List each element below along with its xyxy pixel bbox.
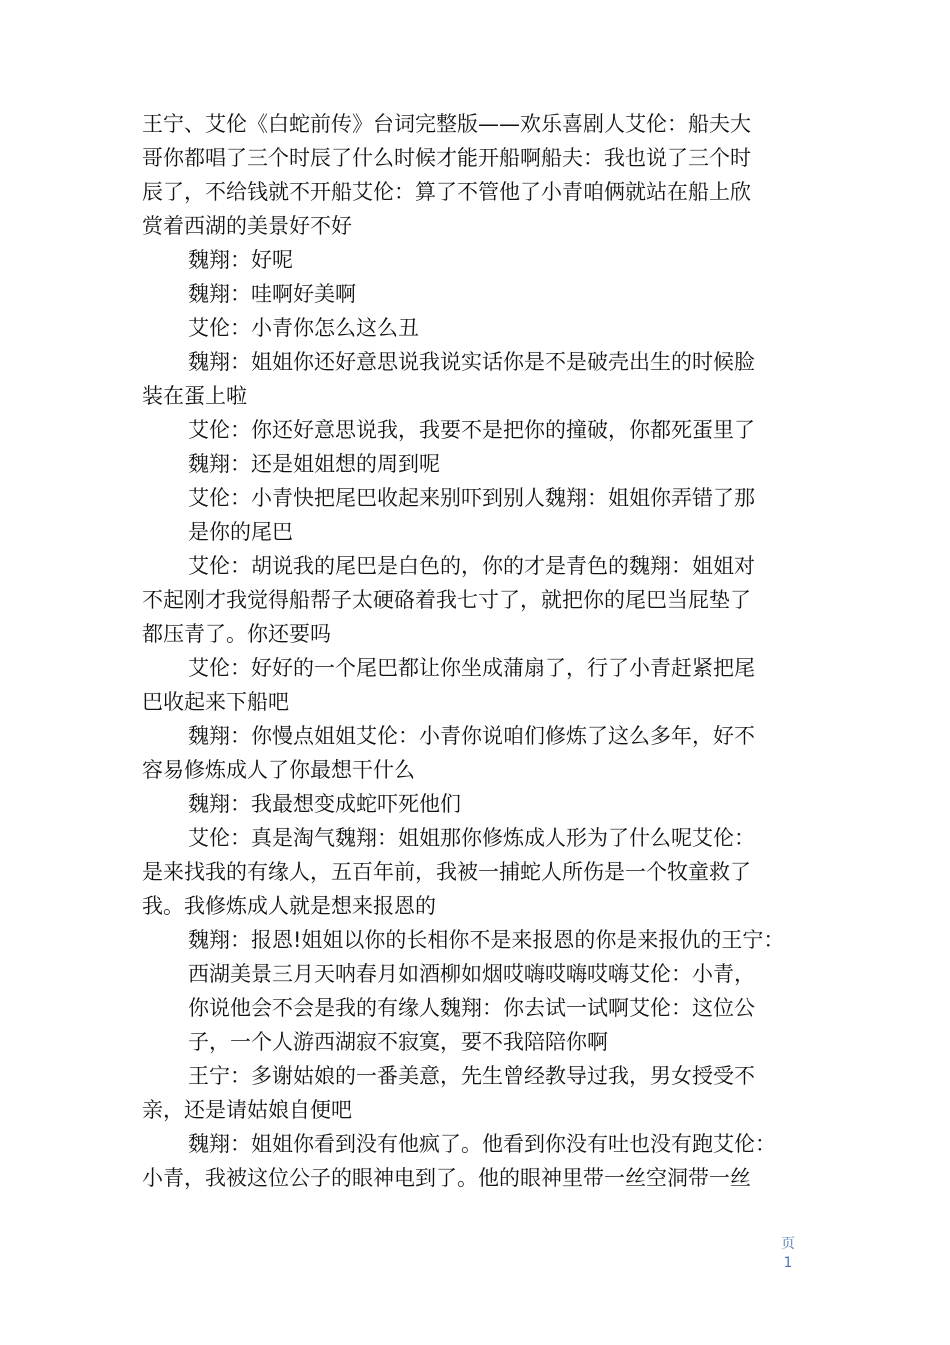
text-line: 子，一个人游西湖寂不寂寞，要不我陪陪你啊 [188,1030,608,1054]
text-line: 巴收起来下船吧 [142,690,289,714]
text-line: 魏翔：姐姐你看到没有他疯了。他看到你没有吐也没有跑艾伦： [188,1132,776,1156]
text-line: 艾伦：胡说我的尾巴是白色的，你的才是青色的魏翔：姐姐对 [188,554,755,578]
text-line: 魏翔：报恩!姐姐以你的长相你不是来报恩的你是来报仇的王宁： [188,928,785,952]
text-line: 魏翔：哇啊好美啊 [188,282,356,306]
text-line: 艾伦：真是淘气魏翔：姐姐那你修炼成人形为了什么呢艾伦： [188,826,755,850]
text-line: 西湖美景三月天呐春月如酒柳如烟哎嗨哎嗨哎嗨艾伦：小青， [188,962,755,986]
text-line: 魏翔：姐姐你还好意思说我说实话你是不是破壳出生的时候脸 [188,350,755,374]
text-line: 你说他会不会是我的有缘人魏翔：你去试一试啊艾伦：这位公 [188,996,755,1020]
text-line: 艾伦：小青快把尾巴收起来别吓到别人魏翔：姐姐你弄错了那 [188,486,755,510]
text-line: 艾伦：你还好意思说我，我要不是把你的撞破，你都死蛋里了 [188,418,755,442]
text-line: 王宁：多谢姑娘的一番美意，先生曾经教导过我，男女授受不 [188,1064,755,1088]
text-line: 王宁、艾伦《白蛇前传》台词完整版——欢乐喜剧人艾伦：船夫大 [142,112,751,136]
text-line: 魏翔：还是姐姐想的周到呢 [188,452,440,476]
text-line: 魏翔：你慢点姐姐艾伦：小青你说咱们修炼了这么多年，好不 [188,724,755,748]
text-line: 哥你都唱了三个时辰了什么时候才能开船啊船夫：我也说了三个时 [142,146,751,170]
text-line: 魏翔：好呢 [188,248,293,272]
page-label: 页 [781,1236,795,1252]
text-line: 艾伦：小青你怎么这么丑 [188,316,419,340]
page-footer [768,1235,808,1273]
text-line: 不起刚才我觉得船帮子太硬硌着我七寸了，就把你的尾巴当屁垫了 [142,588,751,612]
text-line: 装在蛋上啦 [142,384,247,408]
page-number: 1 [783,1255,793,1271]
text-line: 赏着西湖的美景好不好 [142,214,352,238]
text-line: 艾伦：好好的一个尾巴都让你坐成蒲扇了，行了小青赶紧把尾 [188,656,755,680]
text-line: 小青，我被这位公子的眼神电到了。他的眼神里带一丝空洞带一丝 [142,1166,751,1190]
text-line: 亲，还是请姑娘自便吧 [142,1098,352,1122]
text-line: 魏翔：我最想变成蛇吓死他们 [188,792,461,816]
text-line: 都压青了。你还要吗 [142,622,331,646]
text-line: 容易修炼成人了你最想干什么 [142,758,415,782]
text-line: 是你的尾巴 [188,520,293,544]
text-line: 我。我修炼成人就是想来报恩的 [142,894,436,918]
document-body [142,107,802,1195]
text-line: 是来找我的有缘人，五百年前，我被一捕蛇人所伤是一个牧童救了 [142,860,751,884]
text-line: 辰了，不给钱就不开船艾伦：算了不管他了小青咱俩就站在船上欣 [142,180,751,204]
